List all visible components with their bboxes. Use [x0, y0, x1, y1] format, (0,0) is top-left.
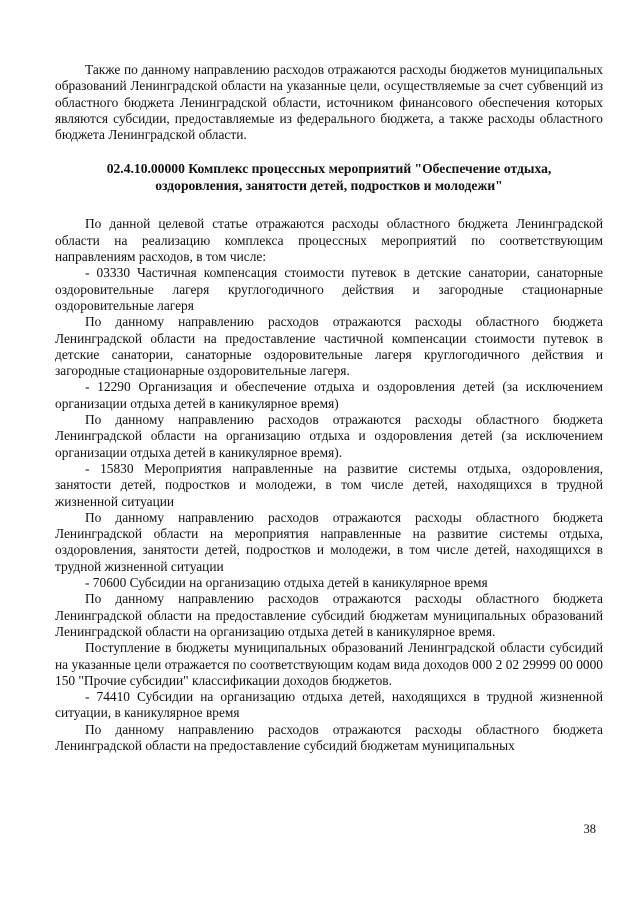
body-paragraph: По данному направлению расходов отражаются расходы областного бюджета Ленинградской области на организацию отдыха и оздоровления детей (за исключением организации отдыха детей в каникулярное время).: [55, 412, 603, 460]
list-item-70600: - 70600 Субсидии на организацию отдыха детей в каникулярное время: [85, 575, 488, 591]
body-paragraph: По данному направлению расходов отражаются расходы областного бюджета Ленинградской области на мероприятия направленные на развитие системы отдыха, оздоровления, занятости детей, подростков и молодежи, в том числе детей, находящихся в трудной жизненной ситуации: [55, 509, 603, 574]
body-paragraph: По данному направлению расходов отражаются расходы областного бюджета Ленинградской области на предоставление частичной компенсации стоимости путевок в детские санатории, санаторные оздоровительные лагеря круглогодичного действия и загородные стационарные оздоровительные лагеря.: [55, 314, 603, 379]
document-body: [55, 62, 603, 754]
section-heading: 02.4.10.00000 Комплекс процессных мероприятий "Обеспечение отдыха, оздоровления, занятости детей, подростков и молодежи": [106, 161, 552, 194]
list-item-15830: - 15830 Мероприятия направленные на развитие системы отдыха, оздоровления, занятости детей, подростков и молодежи, в том числе детей, находящихся в трудной жизненной ситуации: [55, 460, 603, 509]
body-paragraph: Поступление в бюджеты муниципальных образований Ленинградской области субсидий на указанные цели отражается по соответствующим кодам вида доходов 000 2 02 29999 00 0000 150 "Прочие субсидии" классификации доходов бюджетов.: [55, 640, 603, 688]
page-number: 38: [583, 822, 596, 836]
intro-paragraph: Также по данному направлению расходов отражаются расходы бюджетов муниципальных образований Ленинградской области на указанные цели, осуществляемые за счет субвенций из областного бюджета Ленинградской области, источником финансового обеспечения которых являются субсидии, предоставляемые из федерального бюджета, а также расходы областного бюджета Ленинградской области.: [55, 62, 603, 143]
list-item-03330: - 03330 Частичная компенсация стоимости путевок в детские санатории, санаторные оздоровительные лагеря круглогодичного действия и загородные стационарные оздоровительные лагеря: [55, 265, 603, 313]
list-item-74410: - 74410 Субсидии на организацию отдыха детей, находящихся в трудной жизненной ситуации, в каникулярное время: [55, 689, 603, 721]
body-paragraph: По данному направлению расходов отражаются расходы областного бюджета Ленинградской области на предоставление субсидий бюджетам муниципальных: [55, 721, 603, 753]
body-paragraph: По данному направлению расходов отражаются расходы областного бюджета Ленинградской области на предоставление субсидий бюджетам муниципальных образований Ленинградской области на организацию отдыха детей в каникулярное время.: [55, 591, 603, 639]
body-paragraph: По данной целевой статье отражаются расходы областного бюджета Ленинградской области на реализацию комплекса процессных мероприятий по соответствующим направлениям расходов, в том числе:: [55, 216, 603, 265]
list-item-12290: - 12290 Организация и обеспечение отдыха и оздоровления детей (за исключением организации отдыха детей в каникулярное время): [55, 379, 603, 411]
